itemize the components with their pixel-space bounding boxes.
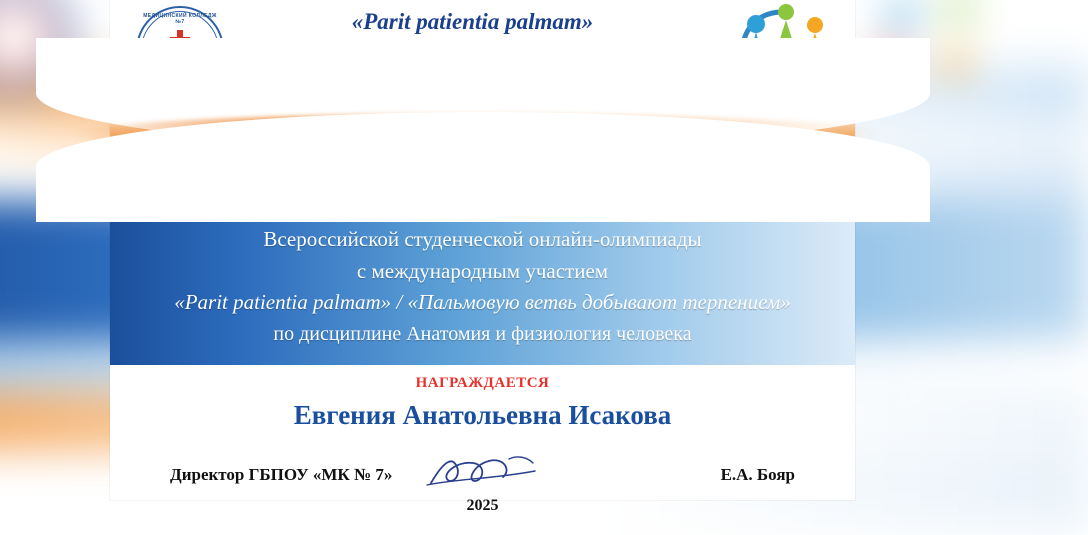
certificate-body: [110, 214, 855, 365]
awarded-label: НАГРАЖДАЕТСЯ: [415, 374, 550, 391]
body-line-3: «Parit patientia palmam» / «Пальмовую ветвь добывают терпением»: [174, 290, 791, 314]
handwritten-signature-icon: [423, 449, 543, 495]
emblem-ring-label: МЕДИЦИНСКИЙ КОЛЛЕДЖ №7: [143, 13, 217, 25]
body-line-1: Всероссийской студенческой онлайн-олимпиады: [263, 227, 702, 251]
decorative-wave-band: [110, 94, 855, 160]
director-name: Е.А. Бояр: [720, 464, 795, 484]
body-line-4: по дисциплине Анатомия и физиология человека: [273, 322, 692, 345]
recipient-name: Евгения Анатольевна Исакова: [293, 399, 672, 430]
signature-row: [110, 465, 855, 535]
wave-accent: [73, 114, 893, 154]
director-title: Директор ГБПОУ «МК № 7»: [170, 464, 393, 484]
body-line-2: с международным участием: [356, 258, 609, 283]
certificate: [110, 0, 855, 514]
motto-latin: «Parit patientia palmam»: [351, 9, 594, 34]
signature-year: 2025: [466, 496, 499, 514]
